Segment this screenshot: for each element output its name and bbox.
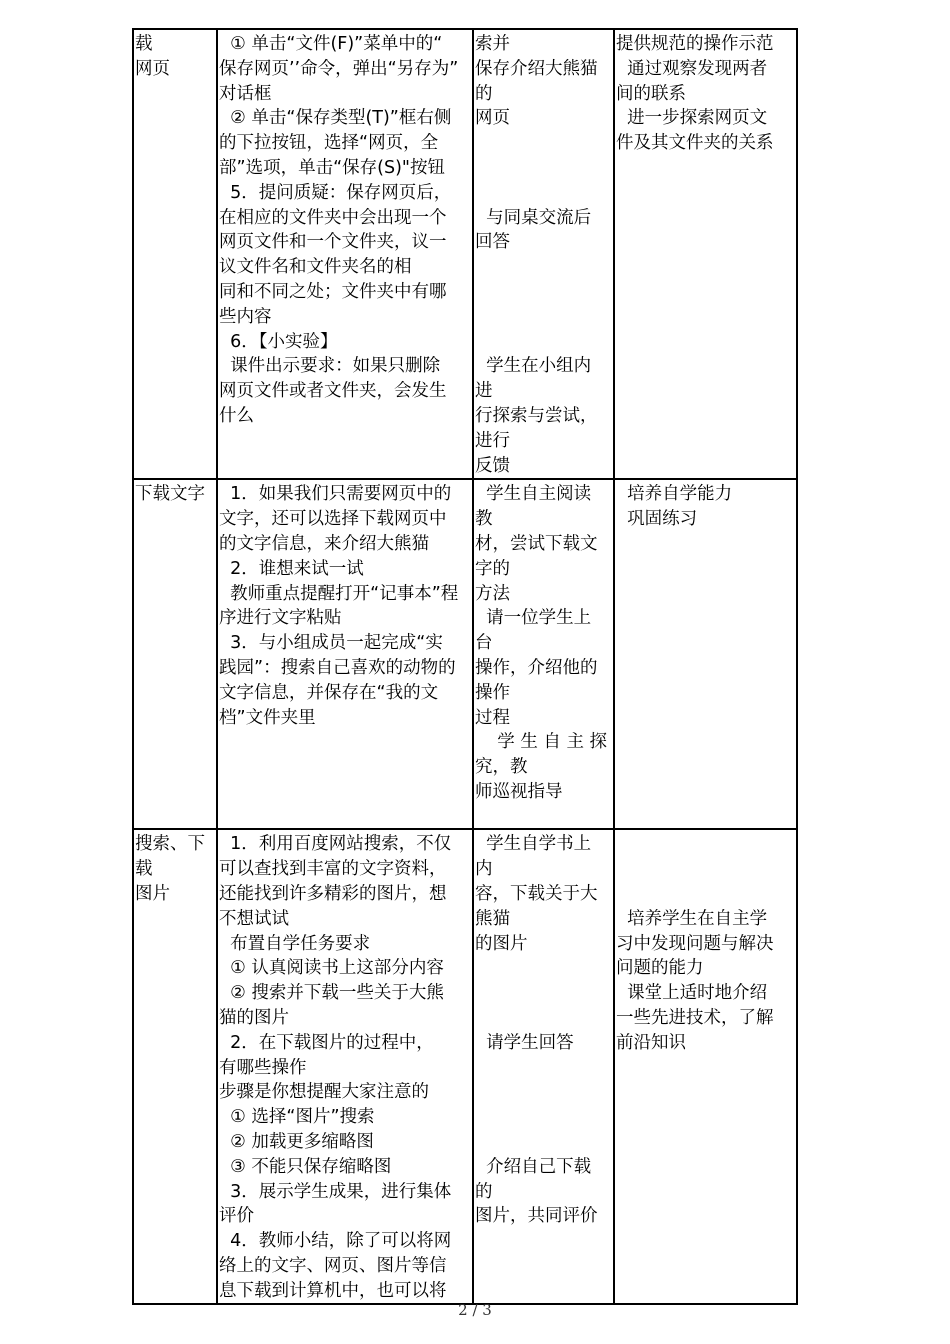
- cell-text-line: 的: [475, 1181, 493, 1202]
- cell-text-line: 的文字信息，来介绍大熊猫: [219, 533, 429, 554]
- cell-text-line: ② 单击“保存类型(T)”框右侧: [219, 108, 452, 129]
- table-row: [133, 29, 797, 479]
- cell-text-line: 件及其文件夹的关系: [616, 133, 774, 154]
- cell-text-line: 1．如果我们只需要网页中的: [219, 484, 452, 505]
- cell-text-line: 与同桌交流后: [475, 207, 592, 228]
- blank-line: [616, 832, 796, 857]
- cell-text-line: 文字信息，并保存在“我的文: [219, 682, 439, 703]
- cell-text-line: 究，教: [475, 757, 528, 778]
- cell-text-line: 些内容: [219, 306, 272, 327]
- blank-line: [475, 1006, 613, 1031]
- cell-text-line: ① 选择“图片”搜索: [219, 1107, 375, 1128]
- topic-cell: [133, 829, 217, 1304]
- cell-text-line: 操作: [475, 682, 510, 703]
- cell-text-line: 践园”：搜索自己喜欢的动物的: [219, 657, 456, 678]
- cell-text-line: 的下拉按钮，选择“网页，全: [219, 133, 439, 154]
- cell-text-line: 字的: [475, 558, 510, 579]
- cell-text-line: 同和不同之处；文件夹中有哪: [219, 281, 447, 302]
- topic-cell: [133, 29, 217, 479]
- cell-text-line: 学 生 自 主 探: [475, 732, 608, 753]
- student-activity-cell: [473, 829, 614, 1304]
- blank-line: [475, 305, 613, 330]
- cell-text-line: 载: [135, 859, 153, 880]
- blank-line: [475, 330, 613, 355]
- cell-text-line: 2．在下载图片的过程中，: [219, 1032, 434, 1053]
- cell-text-line: 容，下载关于大: [475, 883, 598, 904]
- topic-cell: [133, 479, 217, 829]
- cell-text-line: ① 单击“文件(F)”菜单中的“: [219, 34, 443, 54]
- cell-text-line: 间的联系: [616, 83, 686, 104]
- cell-text-line: 还能找到许多精彩的图片，想: [219, 883, 447, 904]
- cell-text-line: ② 搜索并下载一些关于大熊: [219, 983, 444, 1004]
- cell-text-line: ① 认真阅读书上这部分内容: [219, 958, 444, 979]
- student-activity-cell: [473, 29, 614, 479]
- blank-line: [475, 1105, 613, 1130]
- cell-text-line: 巩固练习: [616, 509, 698, 530]
- cell-text-line: 材，尝试下载文: [475, 533, 598, 554]
- cell-text-line: 载: [135, 34, 153, 54]
- cell-text-line: 网页: [135, 58, 170, 79]
- cell-text-line: 布置自学任务要求: [219, 933, 371, 954]
- cell-text-line: 请一位学生上: [475, 608, 592, 629]
- blank-line: [475, 1130, 613, 1155]
- cell-text-line: ② 加载更多缩略图: [219, 1131, 374, 1152]
- cell-text-line: 有哪些操作: [219, 1057, 307, 1078]
- cell-text-line: 进行: [475, 430, 510, 451]
- cell-text-line: 的图片: [475, 933, 528, 954]
- cell-text-line: 网页: [475, 108, 510, 129]
- cell-text-line: 课件出示要求：如果只删除: [219, 356, 441, 377]
- cell-text-line: 课堂上适时地介绍: [616, 983, 768, 1004]
- cell-text-line: 请学生回答: [475, 1032, 574, 1053]
- design-intent-cell: [614, 829, 797, 1304]
- design-intent-cell: [614, 29, 797, 479]
- cell-text-line: 学生自主阅读: [475, 484, 592, 505]
- blank-line: [475, 1056, 613, 1081]
- cell-text-line: 介绍自己下载: [475, 1156, 592, 1177]
- cell-text-line: 培养自学能力: [616, 484, 733, 505]
- cell-text-line: 对话框: [219, 83, 272, 104]
- teacher-activity-cell: [217, 479, 473, 829]
- blank-line: [475, 280, 613, 305]
- cell-text-line: ③ 不能只保存缩略图: [219, 1156, 392, 1177]
- cell-text-line: 3．与小组成员一起完成“实: [219, 633, 443, 654]
- table-row: [133, 829, 797, 1304]
- cell-text-line: 行探索与尝试，: [475, 405, 598, 426]
- cell-text-line: 保存介绍大熊猫: [475, 58, 598, 79]
- cell-text-line: 5．提问质疑：保存网页后，: [219, 182, 452, 203]
- blank-line: [475, 255, 613, 280]
- cell-text-line: 部”选项，单击“保存(S)"按钮: [219, 157, 445, 178]
- cell-text-line: 步骤是你想提醒大家注意的: [219, 1082, 429, 1103]
- cell-text-line: 6．【小实验】: [219, 331, 338, 352]
- cell-text-line: 回答: [475, 232, 510, 253]
- cell-text-line: 网页文件或者文件夹，会发生: [219, 381, 447, 402]
- cell-text-line: 议文件名和文件夹名的相: [219, 257, 412, 278]
- cell-text-line: 档”文件夹里: [219, 707, 316, 728]
- blank-line: [475, 156, 613, 181]
- cell-text-line: 索并: [475, 34, 510, 54]
- blank-line: [475, 981, 613, 1006]
- cell-text-line: 内: [475, 859, 493, 880]
- table-row: [133, 479, 797, 829]
- cell-text-line: 操作，介绍他的: [475, 657, 598, 678]
- design-intent-cell: [614, 479, 797, 829]
- cell-text-line: 保存网页’’命令，弹出“另存为”: [219, 58, 459, 79]
- student-activity-cell: [473, 479, 614, 829]
- blank-line: [475, 131, 613, 156]
- cell-text-line: 2．谁想来试一试: [219, 558, 364, 579]
- cell-text-line: 通过观察发现两者: [616, 58, 768, 79]
- cell-text-line: 下载文字: [135, 484, 205, 505]
- teacher-activity-cell: [217, 829, 473, 1304]
- cell-text-line: 评价: [219, 1206, 254, 1227]
- blank-line: [616, 857, 796, 882]
- teacher-activity-cell: [217, 29, 473, 479]
- cell-text-line: 4．教师小结，除了可以将网: [219, 1231, 452, 1252]
- blank-line: [475, 956, 613, 981]
- cell-text-line: 培养学生在自主学: [616, 908, 768, 929]
- cell-text-line: 息下载到计算机中，也可以将: [219, 1280, 447, 1301]
- cell-text-line: 3．展示学生成果，进行集体: [219, 1181, 452, 1202]
- cell-text-line: 文字，还可以选择下载网页中: [219, 509, 447, 530]
- cell-text-line: 学生在小组内: [475, 356, 592, 377]
- page-number: 2 / 3: [458, 1301, 492, 1319]
- cell-text-line: 网页文件和一个文件夹，议一: [219, 232, 447, 253]
- cell-text-line: 进一步探索网页文: [616, 108, 768, 129]
- cell-text-line: 熊猫: [475, 908, 510, 929]
- cell-text-line: 进: [475, 381, 493, 402]
- cell-text-line: 络上的文字、网页、图片等信: [219, 1255, 447, 1276]
- cell-text-line: 反馈: [475, 455, 510, 476]
- cell-text-line: 教师重点提醒打开“记事本”程: [219, 583, 459, 604]
- cell-text-line: 猫的图片: [219, 1007, 289, 1028]
- cell-text-line: 习中发现问题与解决: [616, 933, 774, 954]
- cell-text-line: 一些先进技术，了解: [616, 1007, 774, 1028]
- cell-text-line: 学生自学书上: [475, 834, 592, 855]
- blank-line: [616, 882, 796, 907]
- blank-line: [475, 1080, 613, 1105]
- cell-text-line: 过程: [475, 707, 510, 728]
- cell-text-line: 方法: [475, 583, 510, 604]
- cell-text-line: 在相应的文件夹中会出现一个: [219, 207, 447, 228]
- blank-line: [475, 181, 613, 206]
- cell-text-line: 问题的能力: [616, 958, 704, 979]
- cell-text-line: 图片，共同评价: [475, 1206, 598, 1227]
- cell-text-line: 什么: [219, 405, 254, 426]
- cell-text-line: 搜索、下: [135, 834, 205, 855]
- cell-text-line: 台: [475, 633, 493, 654]
- lesson-plan-table: [132, 28, 798, 1305]
- cell-text-line: 序进行文字粘贴: [219, 608, 342, 629]
- cell-text-line: 可以查找到丰富的文字资料，: [219, 859, 447, 880]
- cell-text-line: 1．利用百度网站搜索，不仅: [219, 834, 452, 855]
- cell-text-line: 图片: [135, 883, 170, 904]
- cell-text-line: 师巡视指导: [475, 781, 563, 802]
- cell-text-line: 前沿知识: [616, 1032, 686, 1053]
- cell-text-line: 不想试试: [219, 908, 289, 929]
- cell-text-line: 的: [475, 83, 493, 104]
- cell-text-line: 教: [475, 509, 493, 530]
- cell-text-line: 提供规范的操作示范: [616, 34, 774, 54]
